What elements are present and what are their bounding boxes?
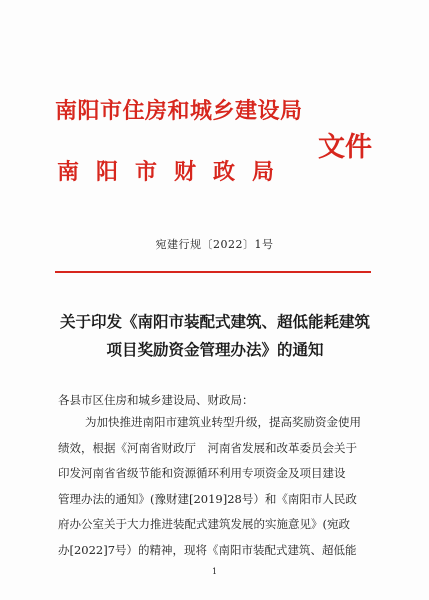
red-separator-line — [55, 271, 371, 273]
document-type-label: 文件 — [318, 132, 372, 163]
issuer-name-finance-bureau: 南阳市财政局 — [57, 159, 292, 185]
body-line: 管理办法的通知》(豫财建[2019]28号）和《南阳市人民政 — [58, 491, 357, 506]
document-number: 宛建行规〔2022〕1号 — [155, 238, 274, 251]
body-text — [58, 410, 384, 563]
addressee: 各县市区住房和城乡建设局、财政局： — [58, 393, 254, 407]
document-title — [50, 308, 380, 364]
body-line: 印发河南省省级节能和资源循环利用专项资金及项目建设 — [58, 466, 346, 480]
body-line: 绩效，根据《河南省财政厅 河南省发展和改革委员会关于 — [58, 440, 357, 455]
body-line: 府办公室关于大力推进装配式建筑发展的实施意见》(宛政 — [58, 517, 350, 531]
title-line-2: 项目奖励资金管理办法》的通知 — [106, 340, 324, 359]
issuer-name-housing-bureau: 南阳市住房和城乡建设局 — [55, 98, 303, 124]
title-line-1: 关于印发《南阳市装配式建筑、超低能耗建筑 — [59, 312, 370, 331]
page-number: 1 — [211, 567, 218, 576]
body-line: 办[2022]7号）的精神，现将《南阳市装配式建筑、超低能 — [58, 542, 357, 557]
body-line: 为加快推进南阳市建筑业转型升级，提高奖励资金使用 — [85, 415, 361, 429]
